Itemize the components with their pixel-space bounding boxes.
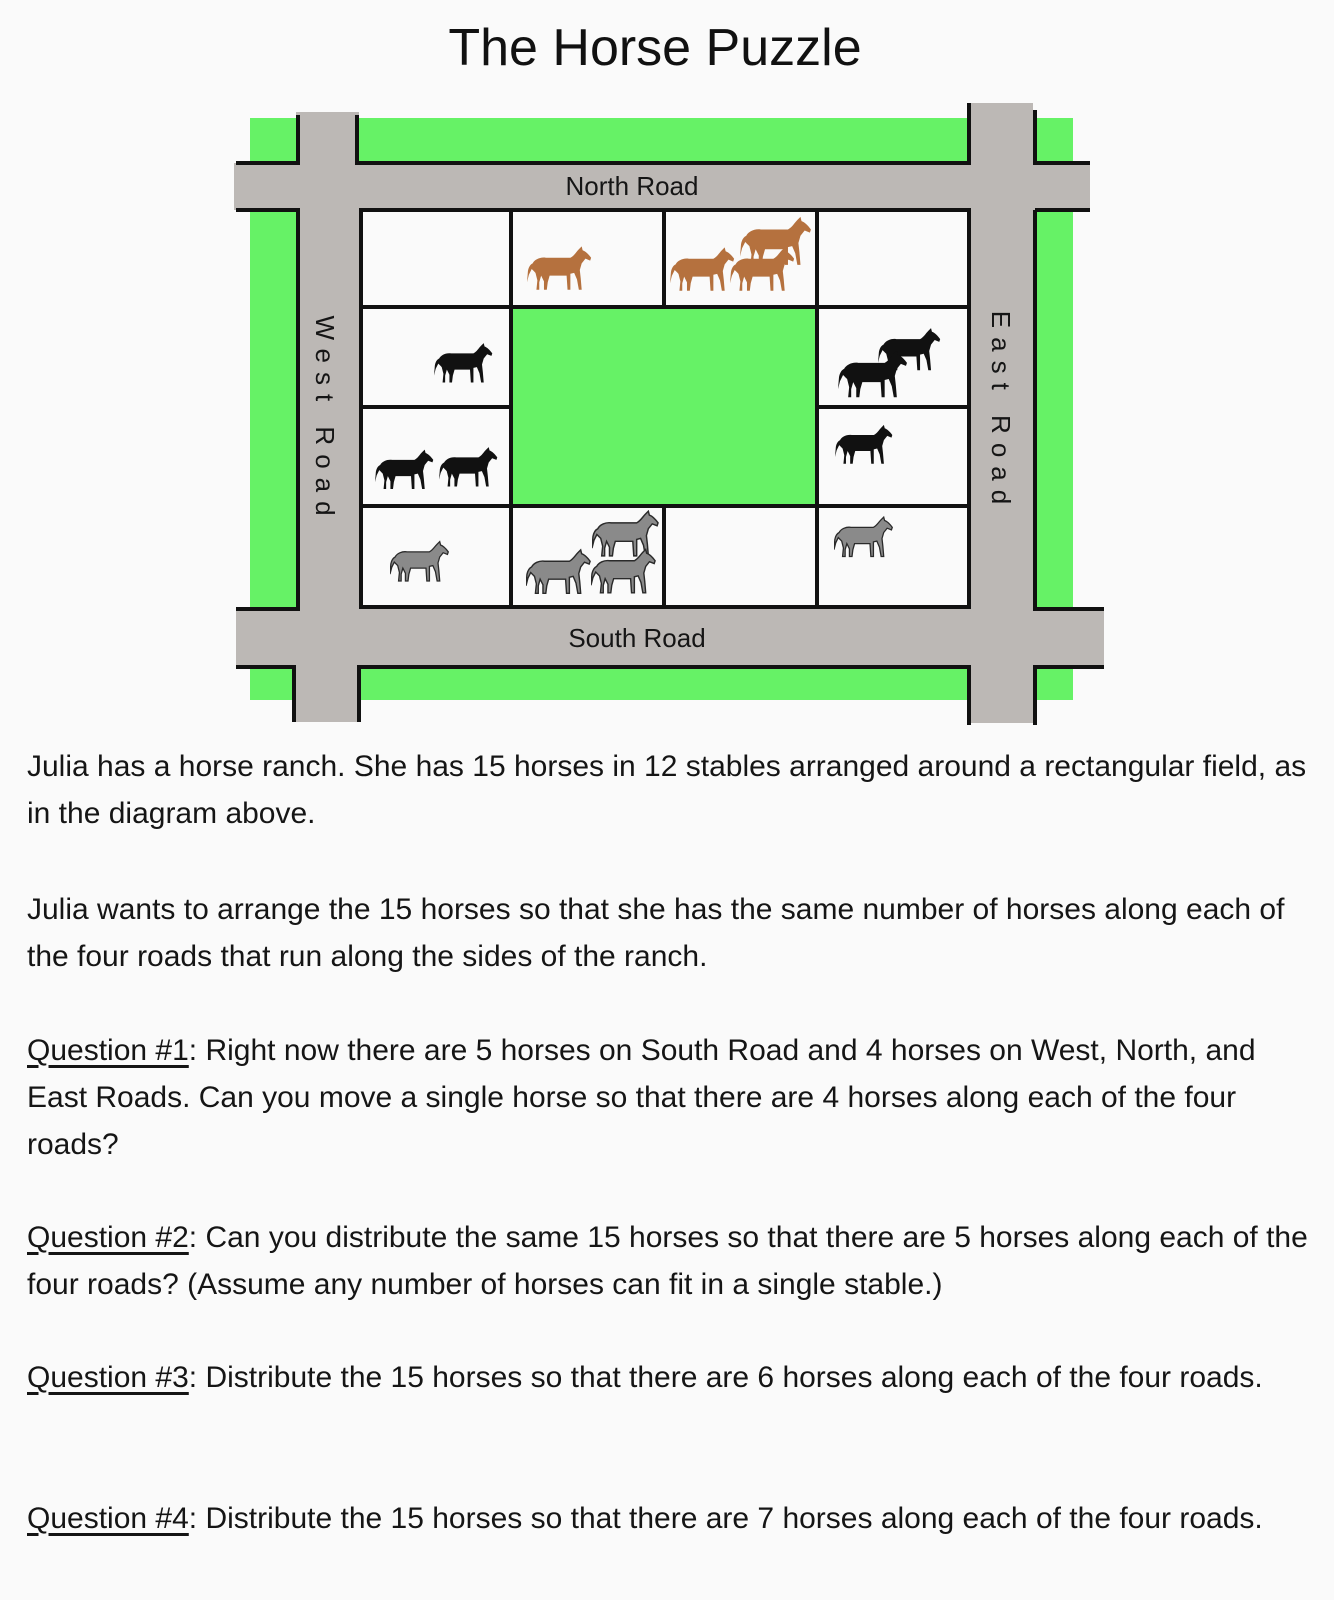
- stable-left-1: [361, 307, 511, 407]
- stable-top-1: [361, 210, 511, 307]
- stable-right-2: [817, 407, 969, 506]
- question-2: [27, 1214, 1317, 1308]
- intro-paragraph-1: Julia has a horse ranch. She has 15 horses in 12 stables arranged around a rectangular field, as in the diagram above.: [27, 750, 1307, 830]
- question-2-text: : Can you distribute the same 15 horses so that there are 5 horses along each of the four roads? (Assume any number of horses can fit in a single stable.): [27, 1221, 1308, 1301]
- stable-bottom-3: [664, 506, 817, 607]
- question-1-text: : Right now there are 5 horses on South Road and 4 horses on West, North, and East Roads. Can you move a single horse so that there are 4 horses along each of the four roads?: [27, 1034, 1256, 1161]
- question-3-text: : Distribute the 15 horses so that there are 6 horses along each of the four roads.: [188, 1361, 1263, 1394]
- question-4-text: : Distribute the 15 horses so that there are 7 horses along each of the four roads.: [188, 1502, 1263, 1535]
- question-1: [27, 1027, 1317, 1168]
- ranch-diagram: [0, 0, 1334, 740]
- center-field: [510, 306, 817, 506]
- east-road-label: East Road: [986, 310, 1016, 514]
- question-3-label: Question #3: [27, 1361, 189, 1394]
- stable-bottom-4: [817, 506, 969, 607]
- question-4-label: Question #4: [27, 1502, 189, 1535]
- intro-paragraph-2: Julia wants to arrange the 15 horses so that she has the same number of horses along each of the four roads that run along the sides of the ranch.: [27, 893, 1285, 973]
- south-road-label: South Road: [568, 623, 706, 653]
- question-1-label: Question #1: [27, 1034, 189, 1067]
- west-road-label: West Road: [310, 315, 340, 525]
- north-road-label: North Road: [565, 171, 699, 201]
- page-title: The Horse Puzzle: [448, 19, 862, 77]
- stable-top-4: [817, 210, 969, 307]
- question-4: [27, 1495, 1317, 1542]
- question-2-label: Question #2: [27, 1221, 189, 1254]
- question-3: [27, 1354, 1317, 1401]
